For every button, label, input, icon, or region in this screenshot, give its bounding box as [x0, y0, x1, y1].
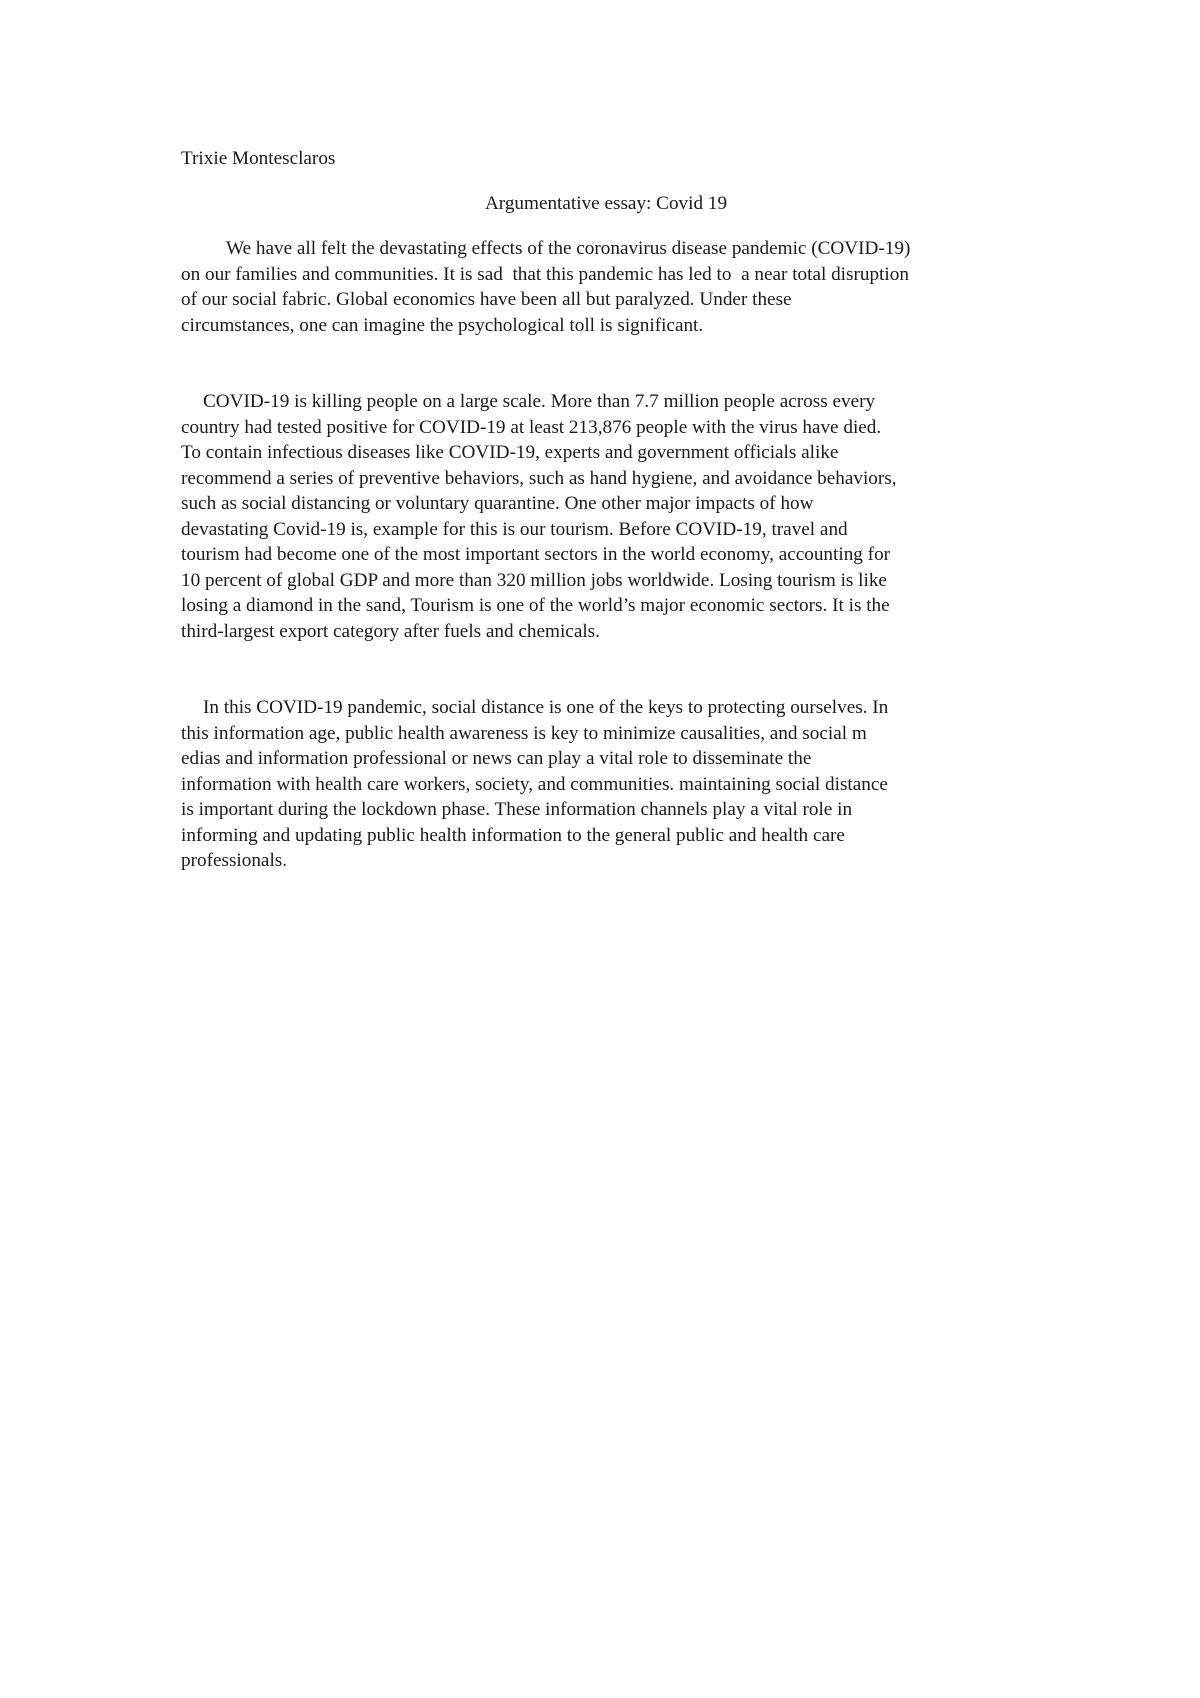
document-body	[181, 146, 1031, 874]
paragraph-line: is important during the lockdown phase. These information channels play a vital role in	[181, 799, 853, 820]
paragraph-line: such as social distancing or voluntary quarantine. One other major impacts of how	[181, 493, 814, 514]
paragraph-line: tourism had become one of the most important sectors in the world economy, accounting for	[181, 544, 891, 565]
author-name: Trixie Montesclaros	[181, 148, 336, 169]
paragraph-line: COVID-19 is killing people on a large scale. More than 7.7 million people across every	[203, 391, 876, 412]
paragraph-line: information with health care workers, society, and communities. maintaining social distance	[181, 773, 888, 795]
paragraph-1	[181, 236, 1031, 338]
paragraph-line: third-largest export category after fuels and chemicals.	[181, 620, 600, 642]
paragraph-line: professionals.	[181, 850, 288, 871]
paragraph-line: country had tested positive for COVID-19 at least 213,876 people with the virus have died.	[181, 416, 882, 438]
paragraph-line: recommend a series of preventive behaviors, such as hand hygiene, and avoidance behaviors,	[181, 467, 897, 489]
paragraph-line: circumstances, one can imagine the psychological toll is significant.	[181, 314, 704, 336]
paragraph-line: 10 percent of global GDP and more than 320 million jobs worldwide. Losing tourism is like	[181, 569, 887, 591]
paragraph-line: devastating Covid-19 is, example for this is our tourism. Before COVID-19, travel and	[181, 518, 848, 540]
paragraph-line: on our families and communities. It is sad that this pandemic has led to a near total disruption	[181, 263, 909, 285]
paragraph-line: this information age, public health awareness is key to minimize causalities, and social m	[181, 722, 867, 744]
paragraph-line: informing and updating public health information to the general public and health care	[181, 824, 845, 846]
paragraph-line: We have all felt the devastating effects of the coronavirus disease pandemic (COVID-19)	[226, 238, 911, 259]
paragraph-line: In this COVID-19 pandemic, social distance is one of the keys to protecting ourselves. In	[203, 697, 889, 718]
paragraph-line: losing a diamond in the sand, Tourism is one of the world’s major economic sectors. It is the	[181, 595, 890, 616]
paragraph-2	[181, 389, 1031, 644]
paragraph-line: of our social fabric. Global economics have been all but paralyzed. Under these	[181, 289, 792, 310]
paragraph-line: To contain infectious diseases like COVID-19, experts and government officials alike	[181, 442, 839, 463]
essay-title: Argumentative essay: Covid 19	[484, 192, 728, 214]
paragraph-3	[181, 695, 1031, 874]
paragraph-line: edias and information professional or news can play a vital role to disseminate the	[181, 748, 812, 769]
